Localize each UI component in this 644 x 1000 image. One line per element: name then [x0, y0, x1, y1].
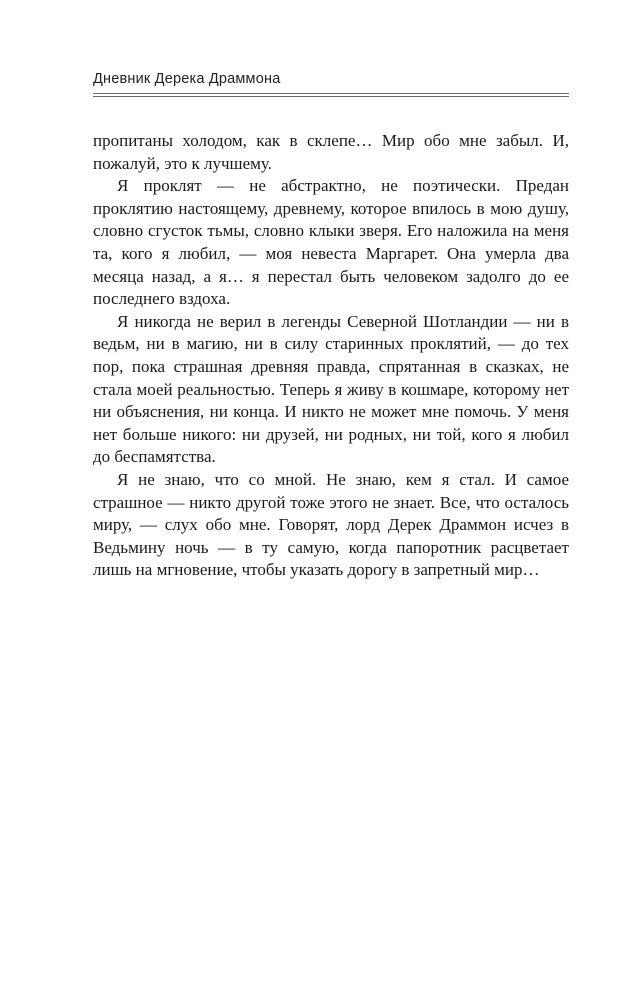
header-rule-secondary	[93, 96, 569, 97]
running-header	[93, 70, 569, 97]
paragraph-curse: Я проклят — не абстрактно, не поэтически. Предан проклятию настоящему, древнему, которое впилось в мою душу, словно сгусток тьмы, словно клыки зверя. Его наложила на меня та, кого я любил, — моя невеста Маргарет. Она умерла два месяца назад, а я… я перестал быть человеком задолго до ее последнего вздоха.	[93, 176, 569, 309]
paragraph-legends: Я никогда не верил в легенды Северной Шотландии — ни в ведьм, ни в магию, ни в силу старинных проклятий, — до тех пор, пока страшная древняя правда, спрятанная в сказках, не стала моей реальностью. Теперь я живу в кошмаре, которому нет ни объяснения, ни конца. И никто не может мне помочь. У меня нет больше никого: ни друзей, ни родных, ни той, кого я любил до беспамятства.	[93, 311, 569, 467]
header-rule	[93, 93, 569, 94]
running-title: Дневник Дерека Драммона	[93, 71, 281, 87]
paragraph-continuation: пропитаны холодом, как в склепе… Мир обо мне забыл. И, пожалуй, это к лучшему.	[93, 131, 569, 173]
paragraph-unknown: Я не знаю, что со мной. Не знаю, кем я стал. И самое страшное — никто другой тоже этого не знает. Все, что осталось миру, — слух обо мне. Говорят, лорд Дерек Драммон исчез в Ведьмину ночь — в ту самую, когда папоротник расцветает лишь на мгновение, чтобы указать дорогу в запретный мир…	[93, 469, 569, 580]
body-text	[93, 130, 569, 582]
